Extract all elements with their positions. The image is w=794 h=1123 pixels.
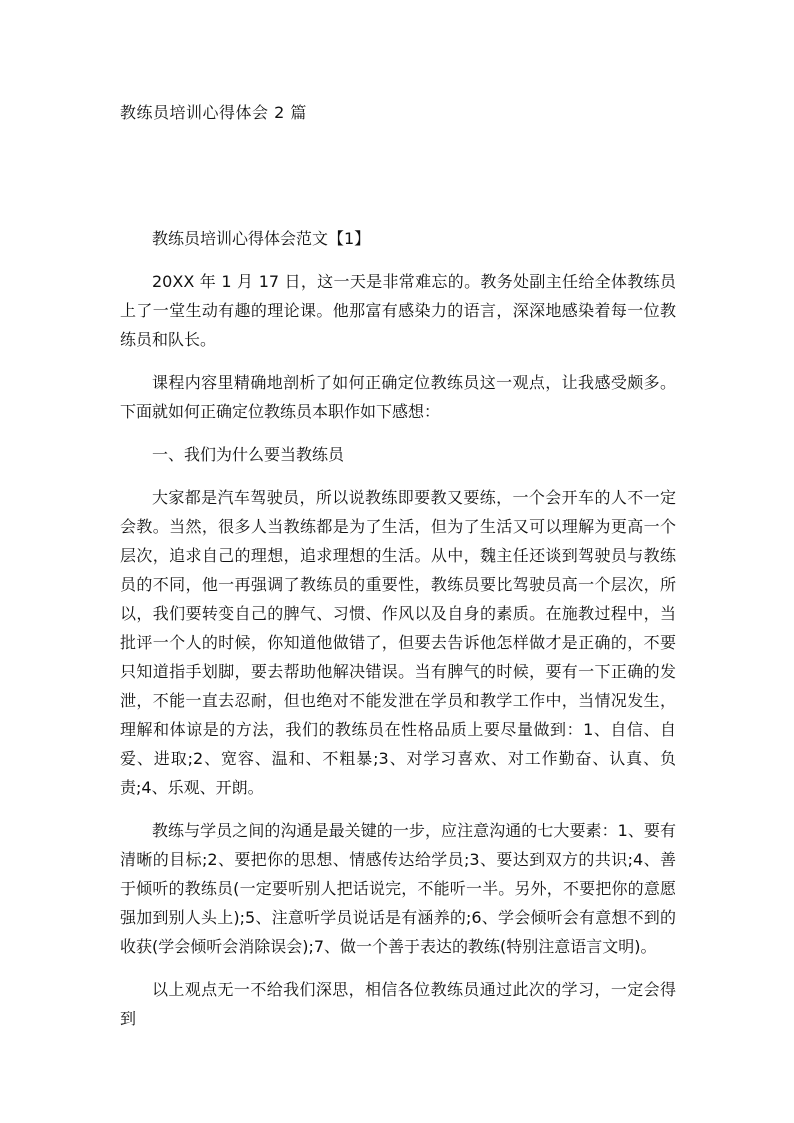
paragraph-1: 20XX 年 1 月 17 日，这一天是非常难忘的。教务处副主任给全体教练员上了一堂生动有趣的理论课。他那富有感染力的语言，深深地感染着每一位教练员和队长。 [120, 272, 676, 349]
paragraph-4: 教练与学员之间的沟通是最关键的一步，应注意沟通的七大要素：1、要有清晰的目标;2、要把你的思想、情感传达给学员;3、要达到双方的共识;4、善于倾听的教练员(一定要听别人把话说完，不能听一半。另外，不要把你的意愿强加到别人头上);5、注意听学员说话是有涵养的;6、学会倾听会有意想不到的收获(学会倾听会消除误会);7、做一个善于表达的教练(特别注意语言文明)。 [120, 821, 676, 956]
paragraph-3: 大家都是汽车驾驶员，所以说教练即要教又要练，一个会开车的人不一定会教。当然，很多人当教练都是为了生活，但为了生活又可以理解为更高一个层次，追求自己的理想，追求理想的生活。从中，魏主任还谈到驾驶员与教练员的不同，他一再强调了教练员的重要性，教练员要比驾驶员高一个层次，所以，我们要转变自己的脾气、习惯、作风以及自身的素质。在施教过程中，当批评一个人的时候，你知道他做错了，但要去告诉他怎样做才是正确的，不要只知道指手划脚，要去帮助他解决错误。当有脾气的时候，要有一下正确的发泄，不能一直去忍耐，但也绝对不能发泄在学员和教学工作中，当情况发生，理解和体谅是的方法，我们的教练员在性格品质上要尽量做到：1、自信、自爱、进取;2、宽容、温和、不粗暴;3、对学习喜欢、对工作勤奋、认真、负责;4、乐观、开朗。 [120, 488, 676, 797]
document-title: 教练员培训心得体会 2 篇 [120, 103, 307, 122]
section-heading-1: 一、我们为什么要当教练员 [152, 445, 345, 464]
paragraph-2: 课程内容里精确地剖析了如何正确定位教练员这一观点，让我感受颇多。下面就如何正确定位教练员本职作如下感想： [120, 373, 676, 421]
essay-heading: 教练员培训心得体会范文【1】 [152, 229, 371, 248]
paragraph-5: 以上观点无一不给我们深思，相信各位教练员通过此次的学习，一定会得到 [120, 980, 676, 1028]
document-body [120, 224, 676, 1047]
